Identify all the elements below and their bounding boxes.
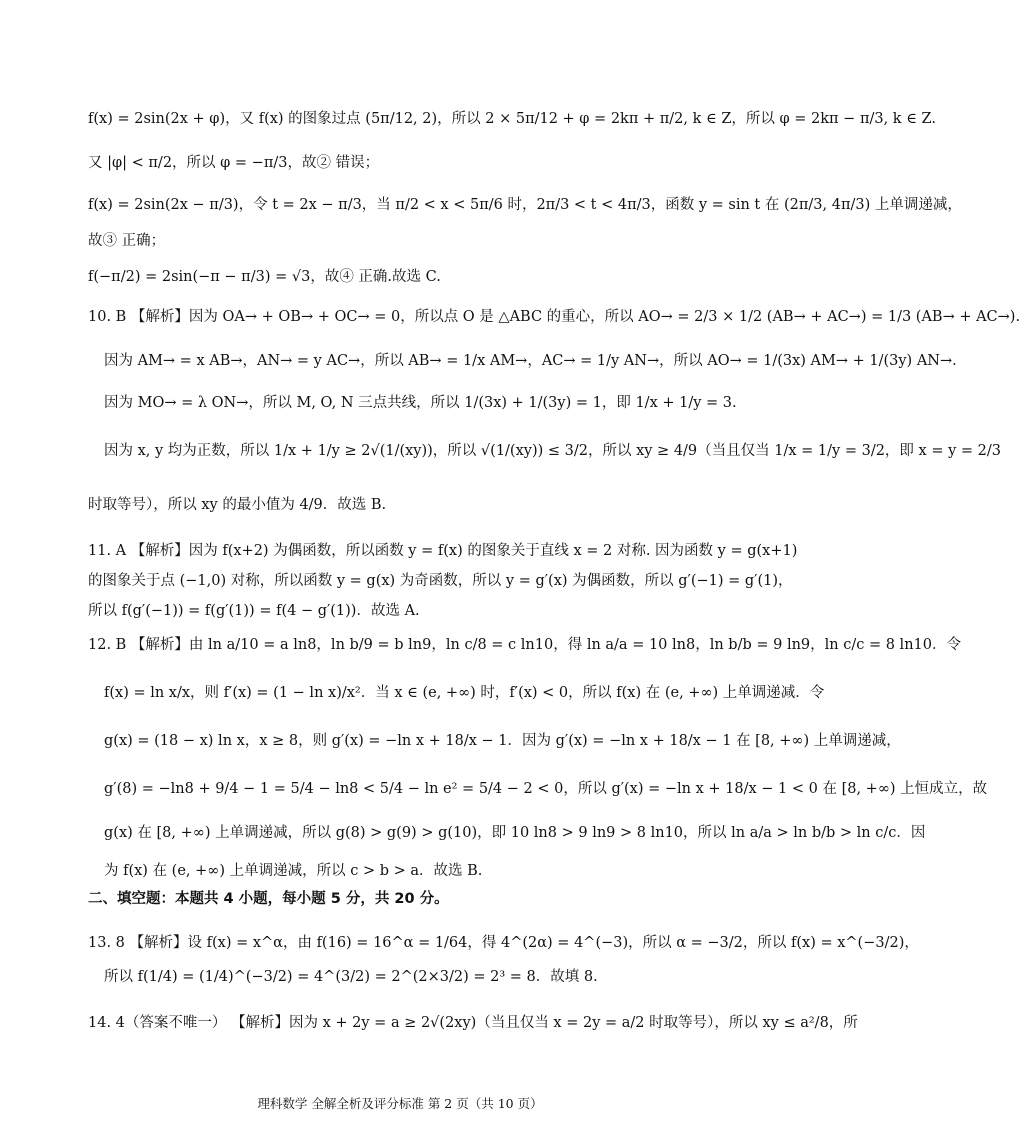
text-line: 因为 MO→ = λ ON→，所以 M, O, N 三点共线，所以 1/(3x) + 1/(3y) = 1，即 1/x + 1/y = 3. bbox=[104, 395, 737, 411]
section-heading: 二、填空题：本题共 4 小题，每小题 5 分，共 20 分。 bbox=[88, 891, 449, 907]
text-line: 故③ 正确； bbox=[88, 233, 166, 249]
text-line: 因为 AM→ = x AB→，AN→ = y AC→，所以 AB→ = 1/x AM→，AC→ = 1/y AN→，所以 AO→ = 1/(3x) AM→ + 1/(3y) AN→. bbox=[104, 353, 957, 369]
text-line: 的图象关于点 (−1,0) 对称，所以函数 y = g(x) 为奇函数，所以 y = g′(x) 为偶函数，所以 g′(−1) = g′(1)， bbox=[88, 573, 793, 589]
question-12-answer: 12. B 【解析】由 ln a/10 = a ln8，ln b/9 = b ln9，ln c/8 = c ln10，得 ln a/a = 10 ln8，ln b/b = 9 ln9，ln c/c = 8 ln10．令 bbox=[88, 637, 961, 653]
text-line: 所以 f(1/4) = (1/4)^(−3/2) = 4^(3/2) = 2^(2×3/2) = 2³ = 8．故填 8. bbox=[104, 969, 598, 985]
text-line: 因为 x, y 均为正数，所以 1/x + 1/y ≥ 2√(1/(xy))，所以 √(1/(xy)) ≤ 3/2，所以 xy ≥ 4/9（当且仅当 1/x = 1/y = 3/2，即 x = y = 2/3 bbox=[104, 443, 1001, 459]
question-14-answer: 14. 4（答案不唯一） 【解析】因为 x + 2y = a ≥ 2√(2xy)（当且仅当 x = 2y = a/2 时取等号），所以 xy ≤ a²/8，所 bbox=[88, 1015, 858, 1031]
text-line: f(x) = ln x/x，则 f′(x) = (1 − ln x)/x²．当 x ∈ (e, +∞) 时，f′(x) < 0，所以 f(x) 在 (e, +∞) 上单调递减．令 bbox=[104, 685, 825, 701]
text-line: f(x) = 2sin(2x − π/3)，令 t = 2x − π/3，当 π/2 < x < 5π/6 时，2π/3 < t < 4π/3，函数 y = sin t 在 (2π/3, 4π/3) 上单调递减， bbox=[88, 197, 962, 213]
text-line: f(−π/2) = 2sin(−π − π/3) = √3，故④ 正确.故选 C. bbox=[88, 269, 441, 285]
text-line: g′(8) = −ln8 + 9/4 − 1 = 5/4 − ln8 < 5/4 − ln e² = 5/4 − 2 < 0，所以 g′(x) = −ln x + 18/x − 1 < 0 在 [8, +∞) 上恒成立，故 bbox=[104, 781, 988, 797]
text-line: 所以 f(g′(−1)) = f(g′(1)) = f(4 − g′(1))．故选 A. bbox=[88, 603, 420, 619]
text-line: 时取等号），所以 xy 的最小值为 4/9．故选 B. bbox=[88, 497, 387, 513]
question-10-answer: 10. B 【解析】因为 OA→ + OB→ + OC→ = 0，所以点 O 是 △ABC 的重心，所以 AO→ = 2/3 × 1/2 (AB→ + AC→) = 1/3 (AB→ + AC→). bbox=[88, 309, 1020, 325]
question-11-answer: 11. A 【解析】因为 f(x+2) 为偶函数，所以函数 y = f(x) 的图象关于直线 x = 2 对称. 因为函数 y = g(x+1) bbox=[88, 543, 798, 559]
text-line: f(x) = 2sin(2x + φ)，又 f(x) 的图象过点 (5π/12, 2)，所以 2 × 5π/12 + φ = 2kπ + π/2, k ∈ Z，所以 φ = 2kπ − π/3, k ∈ Z. bbox=[88, 111, 936, 127]
text-line: 又 |φ| < π/2，所以 φ = −π/3，故② 错误； bbox=[88, 155, 380, 171]
text-line: 为 f(x) 在 (e, +∞) 上单调递减，所以 c > b > a．故选 B. bbox=[104, 863, 483, 879]
text-line: g(x) = (18 − x) ln x，x ≥ 8，则 g′(x) = −ln x + 18/x − 1．因为 g′(x) = −ln x + 18/x − 1 在 [8, +∞) 上单调递减， bbox=[104, 733, 901, 749]
page-footer: 理科数学 全解全析及评分标准 第 2 页（共 10 页） bbox=[257, 1096, 543, 1111]
text-line: g(x) 在 [8, +∞) 上单调递减，所以 g(8) > g(9) > g(10)，即 10 ln8 > 9 ln9 > 8 ln10，所以 ln a/a > ln b/b > ln c/c．因 bbox=[104, 825, 926, 841]
question-13-answer: 13. 8 【解析】设 f(x) = x^α，由 f(16) = 16^α = 1/64，得 4^(2α) = 4^(−3)，所以 α = −3/2，所以 f(x) = x^(−3/2)， bbox=[88, 935, 919, 951]
